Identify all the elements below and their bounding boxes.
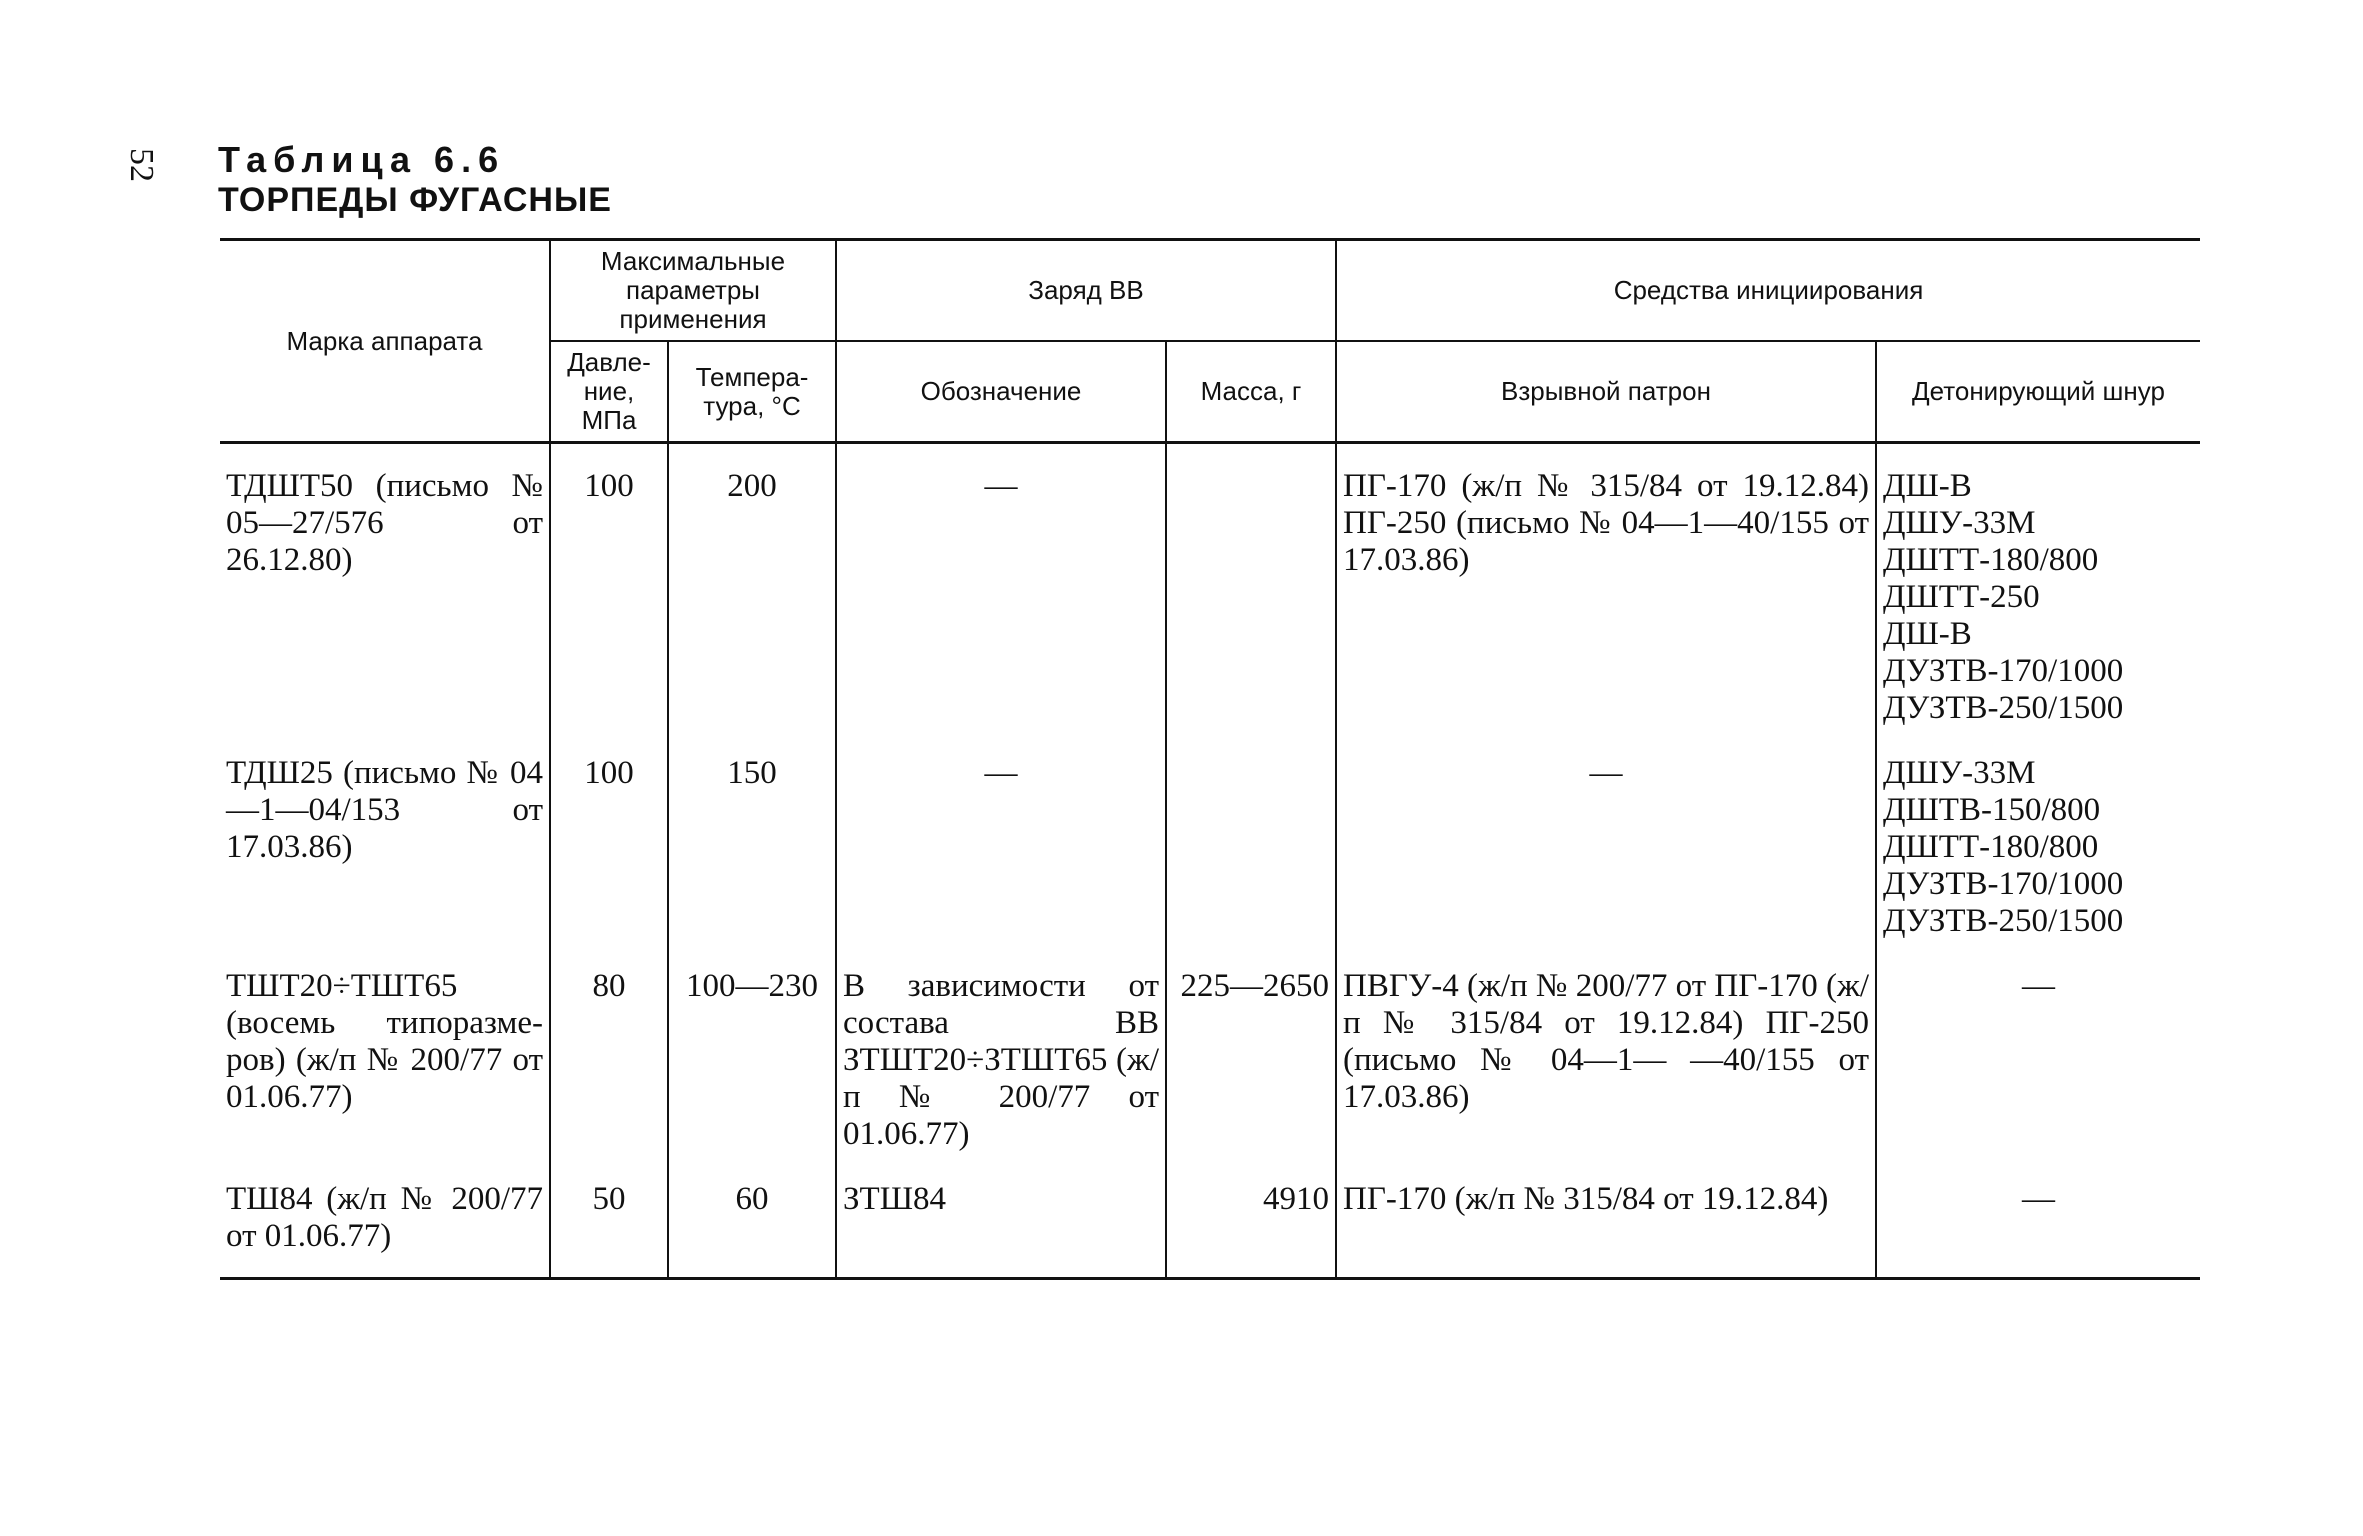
table-label: Таблица 6.6 (218, 139, 506, 180)
header-cord: Детонирующий шнур (1876, 341, 2200, 443)
header-charge: Заряд ВВ (836, 240, 1336, 342)
cell-temperature: 150 (668, 749, 836, 962)
cell-brand: ТДШТ50 (письмо № 05—27/576 от 26.12.80) (220, 443, 550, 750)
cell-designation: В зависимости от состава ВВ ЗТШТ20÷ЗТШТ65 (ж/п № 200/77 от 01.06.77) (836, 962, 1166, 1175)
cell-cap: ПВГУ-4 (ж/п № 200/77 от ПГ-170 (ж/п № 315/84 от 19.12.84) ПГ-250 (письмо № 04—1— —40/155 от 17.03.86) (1336, 962, 1876, 1175)
cell-brand: ТШТ20÷ТШТ65 (восемь типоразме-ров) (ж/п № 200/77 от 01.06.77) (220, 962, 550, 1175)
page-number: 52 (123, 148, 160, 182)
cell-mass: 4910 (1166, 1175, 1336, 1279)
cell-cap: ПГ-170 (ж/п № 315/84 от 19.12.84) ПГ-250 (письмо № 04—1—40/155 от 17.03.86) (1336, 443, 1876, 750)
cell-temperature: 200 (668, 443, 836, 750)
header-pressure: Давле-ние, МПа (550, 341, 668, 443)
cell-pressure: 100 (550, 749, 668, 962)
table-row (220, 1175, 2200, 1279)
table-row (220, 749, 2200, 962)
cell-pressure: 100 (550, 443, 668, 750)
cell-cord: — (1876, 1175, 2200, 1279)
cell-designation: — (836, 443, 1166, 750)
table-title: ТОРПЕДЫ ФУГАСНЫЕ (218, 181, 612, 219)
header-temperature: Темпера-тура, °С (668, 341, 836, 443)
header-mass: Масса, г (1166, 341, 1336, 443)
cell-cap: ПГ-170 (ж/п № 315/84 от 19.12.84) (1336, 1175, 1876, 1279)
cell-mass (1166, 749, 1336, 962)
cell-cord: ДШУ-33М ДШТВ-150/800 ДШТТ-180/800 ДУЗТВ-170/1000 ДУЗТВ-250/1500 (1876, 749, 2200, 962)
torpedo-table (220, 238, 2200, 1280)
cell-brand: ТШ84 (ж/п № 200/77 от 01.06.77) (220, 1175, 550, 1279)
header-brand: Марка аппарата (220, 240, 550, 443)
cell-mass: 225—2650 (1166, 962, 1336, 1175)
cell-cap: — (1336, 749, 1876, 962)
cell-pressure: 50 (550, 1175, 668, 1279)
header-initiation: Средства инициирования (1336, 240, 2200, 342)
cell-cord: ДШ-В ДШУ-33М ДШТТ-180/800 ДШТТ-250 ДШ-В ДУЗТВ-170/1000 ДУЗТВ-250/1500 (1876, 443, 2200, 750)
table-row (220, 962, 2200, 1175)
header-max-params: Максимальные параметры применения (550, 240, 836, 342)
header-designation: Обозначение (836, 341, 1166, 443)
cell-mass (1166, 443, 1336, 750)
cell-pressure: 80 (550, 962, 668, 1175)
cell-designation: ЗТШ84 (836, 1175, 1166, 1279)
table-row (220, 443, 2200, 750)
cell-cord: — (1876, 962, 2200, 1175)
table-caption (218, 140, 612, 220)
cell-temperature: 100—230 (668, 962, 836, 1175)
header-cap: Взрывной патрон (1336, 341, 1876, 443)
cell-brand: ТДШ25 (письмо № 04—1—04/153 от 17.03.86) (220, 749, 550, 962)
header-row-top (220, 240, 2200, 342)
cell-designation: — (836, 749, 1166, 962)
cell-temperature: 60 (668, 1175, 836, 1279)
